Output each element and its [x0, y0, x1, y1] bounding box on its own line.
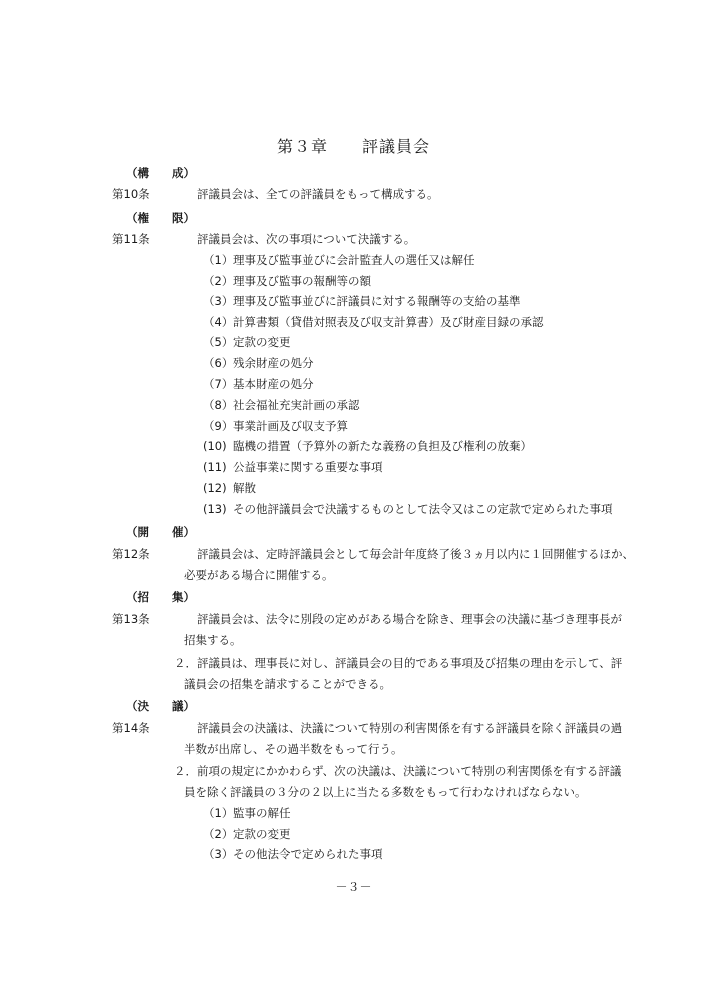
article-10-text: 評議員会は、全ての評議員をもって構成する。	[197, 187, 439, 201]
list-item-number: （5）	[203, 335, 234, 349]
list-item-text: 理事及び監事並びに評議員に対する報酬等の支給の基準	[233, 294, 521, 308]
list-item	[203, 376, 314, 392]
list-item	[203, 293, 521, 309]
chapter-title	[0, 134, 707, 157]
article-number-12: 第12条	[112, 547, 150, 561]
article-number-11: 第11条	[112, 232, 150, 246]
list-item-text: 理事及び監事並びに会計監査人の選任又は解任	[233, 253, 475, 267]
list-item-number: （3）	[203, 294, 234, 308]
article-12-line-2: 必要がある場合に開催する。	[184, 568, 334, 582]
list-item-number: (13)	[203, 502, 227, 516]
list-item	[203, 501, 613, 517]
list-item-number: （7）	[203, 377, 234, 391]
article-14-paragraph-2-line-2: 員を除く評議員の３分の２以上に当たる多数をもって行わなければならない。	[184, 785, 587, 799]
section-heading-authority: （権 限）	[126, 211, 195, 225]
list-item-number: （4）	[203, 315, 234, 329]
list-item-text: 監事の解任	[233, 806, 291, 820]
list-item	[203, 418, 348, 434]
article-14-line-1: 評議員会の決議は、決議について特別の利害関係を有する評議員を除く評議員の過	[197, 721, 623, 735]
list-item	[203, 480, 256, 496]
section-heading-holding: （開 催）	[126, 525, 195, 539]
list-item	[203, 314, 544, 330]
article-number-13: 第13条	[112, 612, 150, 626]
list-item-text: 定款の変更	[233, 335, 291, 349]
list-item	[203, 846, 383, 862]
article-number-14: 第14条	[112, 721, 150, 735]
list-item	[203, 273, 371, 289]
list-item-text: その他評議員会で決議するものとして法令又はこの定款で定められた事項	[233, 502, 613, 516]
chapter-name: 評議員会	[362, 137, 431, 156]
list-item	[203, 826, 291, 842]
list-item-text: 事業計画及び収支予算	[233, 419, 348, 433]
list-item-text: その他法令で定められた事項	[233, 847, 383, 861]
list-item	[203, 334, 291, 350]
section-heading-resolution: （決 議）	[126, 699, 195, 713]
article-14-paragraph-2-line-1: ２．前項の規定にかかわらず、次の決議は、決議について特別の利害関係を有する評議	[174, 764, 622, 778]
list-item-number: （2）	[203, 827, 234, 841]
page-number: －３－	[335, 880, 372, 894]
article-11-text: 評議員会は、次の事項について決議する。	[197, 232, 416, 246]
list-item-number: （6）	[203, 356, 234, 370]
list-item-text: 社会福祉充実計画の承認	[233, 398, 360, 412]
list-item-number: （1）	[203, 806, 234, 820]
article-13-paragraph-2-line-1: ２．評議員は、理事長に対し、評議員会の目的である事項及び招集の理由を示して、評	[174, 656, 623, 670]
section-heading-composition: （構 成）	[126, 166, 195, 180]
list-item-text: 臨機の措置（予算外の新たな義務の負担及び権利の放棄）	[233, 439, 532, 453]
list-item-text: 公益事業に関する重要な事項	[233, 460, 383, 474]
list-item	[203, 438, 532, 454]
article-13-line-1: 評議員会は、法令に別段の定めがある場合を除き、理事会の決議に基づき理事長が	[197, 612, 623, 626]
article-13-paragraph-2-line-2: 議員会の招集を請求することができる。	[184, 677, 391, 691]
list-item-text: 定款の変更	[233, 827, 291, 841]
list-item	[203, 252, 475, 268]
list-item-text: 解散	[233, 481, 256, 495]
list-item-number: （2）	[203, 274, 234, 288]
list-item	[203, 459, 383, 475]
list-item-number: (12)	[203, 481, 227, 495]
list-item-number: （9）	[203, 419, 234, 433]
list-item-number: (11)	[203, 460, 227, 474]
article-12-line-1: 評議員会は、定時評議員会として毎会計年度終了後３ヵ月以内に１回開催するほか、	[197, 547, 634, 561]
list-item	[203, 397, 360, 413]
article-14-line-2: 半数が出席し、その過半数をもって行う。	[184, 742, 403, 756]
list-item-number: （3）	[203, 847, 234, 861]
list-item-number: (10)	[203, 439, 227, 453]
list-item-text: 残余財産の処分	[233, 356, 314, 370]
list-item-text: 理事及び監事の報酬等の額	[233, 274, 371, 288]
chapter-number: 第３章	[276, 137, 328, 156]
article-number-10: 第10条	[112, 187, 150, 201]
list-item	[203, 355, 314, 371]
list-item-text: 基本財産の処分	[233, 377, 314, 391]
article-13-line-2: 招集する。	[184, 633, 242, 647]
section-heading-convocation: （招 集）	[126, 590, 195, 604]
list-item-number: （1）	[203, 253, 234, 267]
list-item-number: （8）	[203, 398, 234, 412]
list-item	[203, 805, 291, 821]
list-item-text: 計算書類（貸借対照表及び収支計算書）及び財産目録の承認	[233, 315, 544, 329]
